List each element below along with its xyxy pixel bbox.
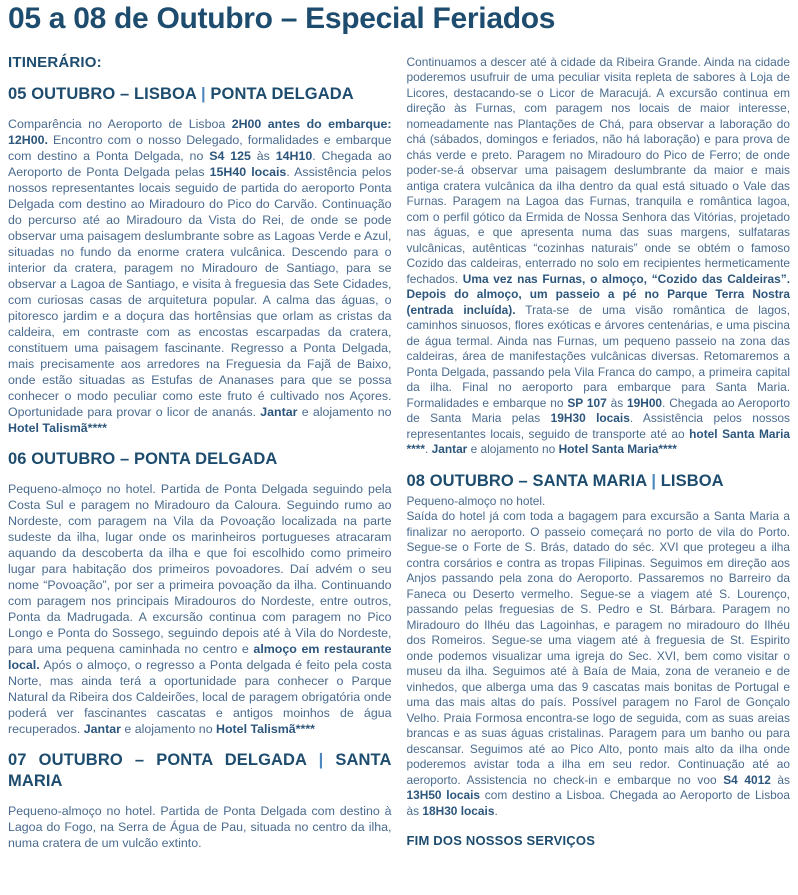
day-heading-07-october	[8, 750, 392, 792]
bold-text-run: hotel Santa Maria ****	[406, 426, 791, 457]
text-run: 07 OUTUBRO – PONTA DELGADA	[8, 750, 319, 769]
right-column	[407, 55, 791, 849]
text-run: às	[606, 395, 627, 410]
text-run: Comparência no Aeroporto de Lisboa	[8, 116, 232, 131]
day-heading-06-october: 06 OUTUBRO – PONTA DELGADA	[8, 449, 278, 468]
text-run: 08 OUTUBRO – SANTA MARIA	[406, 471, 652, 490]
text-run: . Chegada ao Aeroporto de Ponta Delgada pelas	[8, 148, 392, 179]
bold-text-run: 15H40 locais	[209, 164, 287, 179]
itinerary-label: ITINERÁRIO:	[8, 53, 102, 71]
bold-text-run: Jantar	[83, 721, 121, 736]
text-run: LISBOA	[656, 471, 724, 490]
bold-text-run: S4 4012	[723, 772, 771, 787]
text-run: Saída do hotel já com toda a bagagem para excursão a Santa Maria a finalizar no aeroporto. O passeio começará no porto de vila do Porto. Segue-se o Forte de S. Brás, datado do séc. XVI que protegeu a ilha contra corsários e contra as tropas Filipinas. Seguimos em direção aos Anjos passando pela zona do Aeroporto. Passaremos no Barreiro da Faneca ou Deserto vermelho. Segue-se a viagem até S. Lourenço, passando pelas freguesias de S. Pedro e St. Bárbara. Paragem no Miradouro do Ilhéu das Lagoinhas, e paragem no miradouro do Ilhéu dos Romeiros. Segue-se uma viagem até à freguesia de St. Espirito onde podemos visualizar uma igreja do Sec. XVI, bem como visitar o museu da ilha. Seguimos até à Baía de Maia, zona de veraneio e de vinhedos, que alberga uma das 9 cascatas mais bonitas de Portugal e uma das mais altas do país. Possível paragem no Farol de Gonçalo Velho. Praia Formosa encontra-se logo de seguida, com as suas areias brancas e as suas águas cristalinas. Paragem para um banho ou para descansar. Seguimos até ao Pico Alto, ponto mais alto da ilha onde poderemos avistar toda a ilha em seu redor. Continuação até ao aeroporto. Assistencia no check-in e embarque no voo	[406, 509, 790, 787]
bold-text-run: 13H50 locais	[406, 788, 481, 803]
text-run: . Assistência pelos nossos representantes locais, seguido de transporte até ao	[406, 411, 790, 441]
text-run: Após o almoço, o regresso a Ponta delgada é feito pela costa Norte, mas ainda terá a oportunidade para conhecer o Parque Natural da Ribeira dos Caldeirões, local de paragem obrigatória onde poderá ver fascinantes cascatas e antigos moinhos de água recuperados.	[8, 657, 392, 736]
two-column-layout	[8, 55, 790, 851]
text-run: Trata-se de uma visão romântica de lagos, caminhos sinuosos, flores exóticas e árvores centenárias, e uma piscina de água termal. Ainda nas Furnas, um pequeno passeio na zona das caldeiras, área de manifestações vulcânicas diversas. Retomaremos a Ponta Delgada, passando pela Vila Franca do campo, a primeira capital da ilha. Final no aeroporto para embarque para Santa Maria. Formalidades e embarque no	[406, 302, 790, 410]
paragraph-day-06	[8, 481, 392, 737]
page-title: 05 a 08 de Outubro – Especial Feriados	[8, 2, 556, 35]
text-run: .	[494, 803, 498, 818]
day-heading-05-october	[8, 84, 392, 105]
bold-text-run: 19H30 locais	[550, 411, 630, 426]
text-run: . Assistência pelos nossos representantes locais seguido de partida do aeroporto Ponta Delgada com destino ao Miradouro do Pico do Carvão. Continuação do percurso até ao Miradouro da Vista do Rei, de onde se pode observar uma paisagem deslumbrante sobre as Lagoas Verde e Azul, situadas no fundo da enorme cratera vulcânica. Descendo para o interior da cratera, paragem no Miradouro de Santiago, para se observar a Lagoa de Santiago, e visita à freguesia das Sete Cidades, com curiosas casas de arquitetura popular. A calma das águas, o pitoresco jardim e a doçura das hortênsias que orlam as cristas da caldeira, em contraste com as encostas escarpadas da cratera, constituem uma paisagem fascinante. Regresso a Ponta Delgada, mais precisamente aos arredores na Freguesia da Fajã de Baixo, onde estão situadas as Estufas de Ananases para que se possa conhecer o modo peculiar como este fruto é cultivado nos Açores. Oportunidade para provar o licor de ananás.	[8, 164, 392, 419]
bold-text-run: 14H10	[275, 148, 313, 163]
text-run: PONTA DELGADA	[205, 84, 354, 103]
paragraph-day-05	[8, 116, 392, 436]
text-run: e alojamento no	[120, 721, 217, 736]
left-column	[8, 55, 392, 851]
text-run: SANTA MARIA	[8, 750, 392, 790]
bold-text-run: Hotel Santa Maria****	[558, 442, 677, 457]
paragraph-day-07: Pequeno-almoço no hotel. Partida de Ponta Delgada com destino à Lagoa do Fogo, na Serra de Água de Pau, situada no centro da ilha, numa cratera de um vulcão extinto.	[8, 803, 392, 850]
text-run: às	[250, 148, 276, 163]
pipe-separator: |	[651, 471, 657, 490]
bold-text-run: Uma vez nas Furnas, o almoço, “Cozido das Caldeiras”. Depois do almoço, um passeio a pé no Parque Terra Nostra (entrada incluída).	[406, 271, 790, 317]
bold-text-run: Hotel Talismã****	[8, 420, 107, 435]
bold-text-run: 19H00	[627, 395, 663, 410]
text-run: Pequeno-almoço no hotel. Partida de Ponta Delgada seguindo pela Costa Sul e paragem no Miradouro da Caloura. Seguindo rumo ao Nordeste, com paragem na Vila da Povoação localizada na parte sudeste da ilha, lugar onde os marinheiros portugueses atracaram aquando da descoberta da ilha e que foi escolhido como primeiro lugar para habitação dos primeiros povoadores. Daí advém o seu nome “Povoação”, por ser a primeira povoação da ilha. Continuando com paragem nos principais Miradouros do Nordeste, entre outros, Ponta da Madrugada. A excursão continua com paragem no Pico Longo e Ponta do Sossego, seguindo depois até à Vila do Nordeste, para uma pequena caminhada no centro e	[8, 481, 392, 656]
paragraph-day-06-continued	[407, 55, 791, 458]
text-run: 05 OUTUBRO – LISBOA	[8, 84, 201, 103]
pipe-separator: |	[201, 84, 206, 103]
bold-text-run: S4 125	[209, 148, 251, 163]
text-run: e alojamento no	[467, 442, 559, 457]
text-run: e alojamento no	[297, 404, 392, 419]
paragraph-day-08-intro: Pequeno-almoço no hotel.	[406, 493, 546, 508]
day-heading-08-october	[407, 471, 791, 492]
bold-text-run: 2H00 antes do embarque: 12H00.	[8, 116, 392, 147]
end-of-services-heading: FIM DOS NOSSOS SERVIÇOS	[406, 833, 596, 849]
paragraph-day-08	[407, 509, 791, 819]
text-run: com destino a Lisboa. Chegada ao Aeroporto de Lisboa às	[406, 788, 790, 818]
bold-text-run: 18H30 locais	[422, 803, 495, 818]
bold-text-run: SP 107	[567, 395, 607, 410]
text-run: .	[425, 442, 432, 457]
bold-text-run: Hotel Talismã****	[216, 721, 315, 736]
text-run: . Chegada ao Aeroporto de Santa Maria pelas	[406, 395, 790, 426]
text-run: Encontro com o nosso Delegado, formalidades e embarque com destino a Ponta Delgada, no	[8, 132, 392, 163]
text-run: Continuamos a descer até à cidade da Ribeira Grande. Ainda na cidade poderemos usufruir de uma peculiar visita repleta de sabores à Loja de Licores, destacando-se o Licor de Maracujá. A excursão continua em direção às Furnas, com paragem nos locais de maior interesse, nomeadamente nas Plantações de Chá, para observar a laboração do chá (sábados, domingos e feriados, não há laboração) e para prova de chás verde e preto. Paragem no Miradouro do Pico de Ferro; de onde poder-se-á observar uma paisagem deslumbrante da maior e mais antiga cratera vulcânica da ilha dentro da qual está situado o Vale das Furnas. Paragem na Lagoa das Furnas, tranquila e romântica lagoa, com o perfil gótico da Ermida de Nossa Senhora das Vitórias, projetado nas águas, e que apresenta numa das suas margens, sulfataras vulcânicas, autênticas “cozinhas naturais” onde se obtém o famoso Cozido das caldeiras, enterrado no solo em recipientes hermeticamente fechados.	[406, 54, 790, 286]
text-run: às	[770, 772, 790, 787]
bold-text-run: Jantar	[431, 442, 468, 457]
bold-text-run: Jantar	[260, 404, 298, 419]
pipe-separator: |	[318, 750, 324, 769]
bold-text-run: almoço em restaurante local.	[8, 641, 392, 672]
